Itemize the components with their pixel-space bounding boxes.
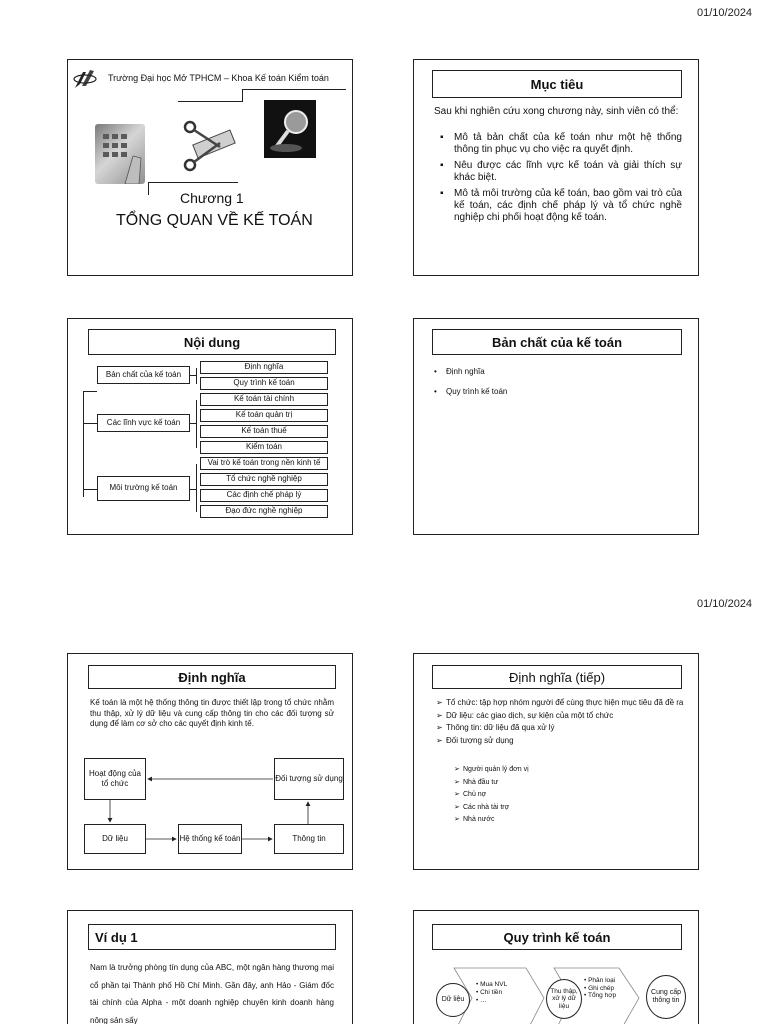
list-item: ▪ Mô tả môi trường của kế toán, bao gồm vai trò của kế toán, các định chế pháp lý và tổ chức nghề nghiệp chi phối hoạt động kế toán.: [440, 188, 682, 223]
list-item: • …: [476, 997, 487, 1004]
slide-definition: [67, 653, 353, 870]
objectives-intro: Sau khi nghiên cứu xong chương này, sinh viên có thể:: [434, 106, 679, 117]
slide-definition-cont: [413, 653, 699, 870]
divider-line: [242, 89, 243, 102]
list-item: • Quy trình kế toán: [434, 386, 508, 396]
chapter-title: TỔNG QUAN VỀ KẾ TOÁN: [116, 212, 313, 229]
list-item: • Phân loại: [584, 977, 616, 984]
group-box: Bản chất của kế toán: [97, 366, 190, 384]
accounting-system-box: Hệ thống kế toán: [178, 824, 242, 854]
tree-line: [196, 464, 197, 512]
slide-example: [67, 910, 353, 1024]
list-item: ➢ Nhà nước: [454, 816, 495, 823]
example-text: Nam là trưởng phòng tín dụng của ABC, một ngân hàng thương mại cổ phần tại Thành phố Hồ Chí Minh. Gần đây, anh Hảo - Giám đốc tài chính của Alpha - một doanh nghiệp chuyên kinh doanh hàng nông sản sấy: [90, 963, 334, 1024]
list-item: ➢ Nhà đầu tư: [454, 778, 499, 786]
slide-nature: [413, 318, 699, 535]
data-step-list: [476, 981, 520, 1005]
slide-process: [413, 910, 699, 1024]
list-item: ➢ Đối tượng sử dụng: [436, 735, 514, 745]
list-item: ➢ Thông tin: dữ liệu đã qua xử lý: [436, 723, 555, 732]
content-item: Kế toán quản trị: [200, 409, 328, 422]
page-date: 01/10/2024: [697, 7, 753, 19]
data-step-circle: Dữ liệu: [436, 983, 470, 1017]
content-item: Kế toán thuế: [200, 425, 328, 438]
page-date: 01/10/2024: [697, 598, 753, 610]
chapter-label: Chương 1: [180, 190, 244, 206]
users-box: Đối tượng sử dụng: [274, 758, 344, 800]
tree-line: [83, 391, 84, 497]
slide-objectives: [413, 59, 699, 276]
slide-title: Ví dụ 1: [88, 924, 336, 950]
list-item: ➢ Người quản lý đơn vị: [454, 766, 529, 773]
list-item: ➢ Các nhà tài trợ: [454, 803, 510, 811]
slide-contents: [67, 318, 353, 535]
list-item: • Định nghĩa: [434, 367, 485, 376]
content-item: Vai trò kế toán trong nền kinh tế: [200, 457, 328, 470]
objectives-list: [440, 132, 682, 224]
content-item: Quy trình kế toán: [200, 377, 328, 390]
output-step-circle: Cung cấp thông tin: [646, 975, 686, 1019]
tree-line: [196, 400, 197, 448]
process-step-circle: Thu thập, xử lý dữ liệu: [546, 979, 582, 1019]
divider-line: [148, 182, 238, 183]
university-header: Trường Đại học Mở TPHCM – Khoa Kế toán Kiểm toán: [108, 73, 329, 83]
tree-line: [83, 423, 97, 424]
group-box: Các lĩnh vực kế toán: [97, 414, 190, 432]
list-item: • Tổng hợp: [584, 992, 617, 999]
list-item: ➢ Tổ chức: tập hợp nhóm người để cùng thực hiện mục tiêu đã đề ra: [436, 698, 684, 707]
university-logo-icon: [72, 68, 98, 90]
users-sublist: [454, 764, 674, 827]
list-item: • Ghi chép: [584, 984, 615, 992]
information-box: Thông tin: [274, 824, 344, 854]
scissors-budget-image: [178, 117, 242, 173]
content-item: Kế toán tài chính: [200, 393, 328, 406]
flow-arrows: [68, 654, 353, 870]
list-item: • Chi tiền: [476, 989, 503, 996]
definition-text: Kế toán là một hệ thống thông tin được thiết lập trong tổ chức nhằm thu thập, xử lý dữ liệu và cung cấp thông tin cho các đối tượng sử dụng để làm cơ sở cho các quyết định kinh tế.: [90, 698, 334, 728]
divider-line: [242, 89, 346, 90]
keyboard-calculator-image: [95, 124, 145, 184]
slide-title: Mục tiêu: [432, 70, 682, 98]
tree-line: [83, 391, 97, 392]
definition-list: [436, 698, 684, 746]
list-item: ▪ Nêu được các lĩnh vực kế toán và giải thích sự khác biệt.: [440, 160, 682, 183]
slide-title: Nội dung: [88, 329, 336, 355]
tree-line: [196, 368, 197, 384]
slide-cover: [67, 59, 353, 276]
slide-title: Định nghĩa: [88, 665, 336, 689]
data-box: Dữ liệu: [84, 824, 146, 854]
divider-line: [148, 182, 149, 195]
content-item: Kiểm toán: [200, 441, 328, 454]
process-step-list: [584, 977, 624, 1000]
list-item: ➢ Dữ liệu: các giao dịch, sự kiện của một tổ chức: [436, 710, 614, 720]
divider-line: [178, 101, 242, 102]
org-activity-box: Hoạt động của tổ chức: [84, 758, 146, 800]
list-item: • Mua NVL: [476, 981, 508, 988]
slide-title: Quy trình kế toán: [432, 924, 682, 950]
content-item: Tổ chức nghề nghiệp: [200, 473, 328, 486]
nature-list: [434, 367, 674, 397]
magnifier-image: [264, 100, 316, 158]
content-item: Các định chế pháp lý: [200, 489, 328, 502]
group-box: Môi trường kế toán: [97, 476, 190, 501]
list-item: ➢ Chủ nợ: [454, 791, 487, 798]
content-item: Đạo đức nghề nghiệp: [200, 505, 328, 518]
list-item: ▪ Mô tả bản chất của kế toán như một hệ thống thông tin phục vụ cho việc ra quyết định.: [440, 132, 682, 155]
slide-title: Định nghĩa (tiếp): [432, 665, 682, 689]
content-item: Định nghĩa: [200, 361, 328, 374]
slide-title: Bản chất của kế toán: [432, 329, 682, 355]
tree-line: [83, 489, 97, 490]
